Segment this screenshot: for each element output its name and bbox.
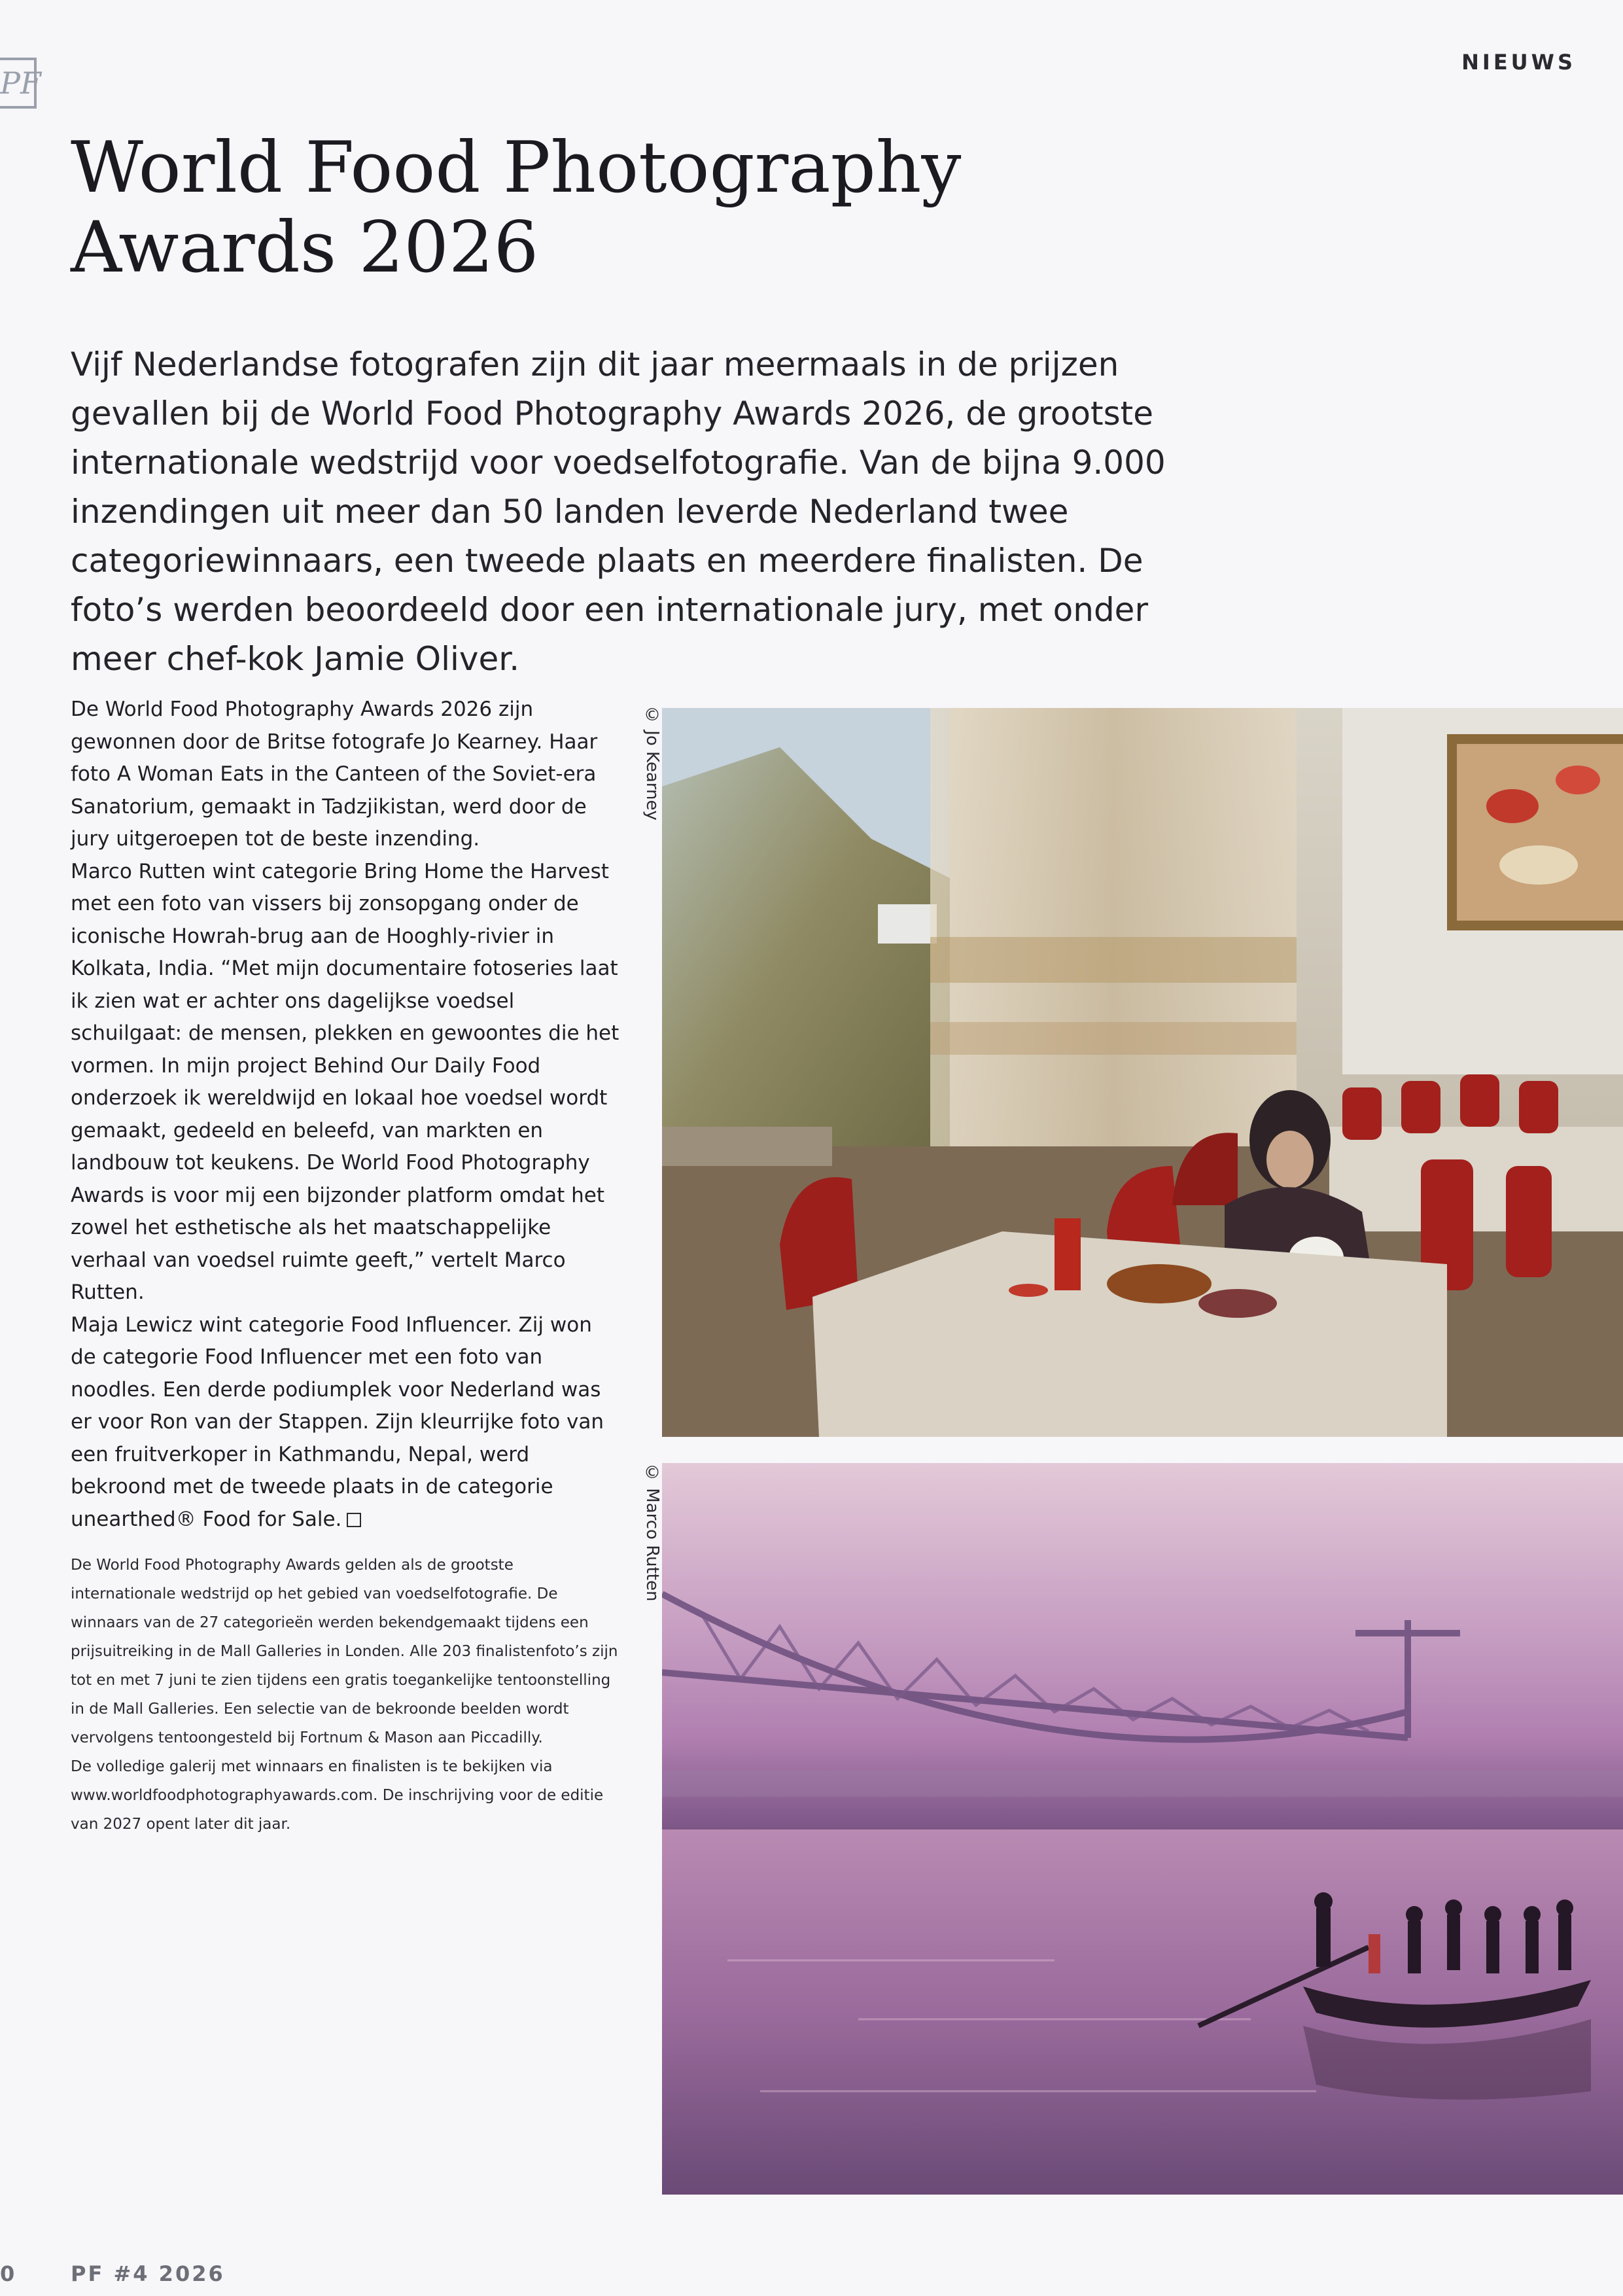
body-paragraph: [71, 1309, 621, 1536]
canteen-illustration: [662, 708, 1623, 1437]
body-paragraph: Marco Rutten wint categorie Bring Home the Harvest met een foto van vissers bij zonsopgang onder de iconische Howrah-brug aan de Hooghly-rivier in Kolkata, India. “Met mijn documentaire fotoseries laat ik zien wat er achter ons dagelijkse voedsel schuilgaat: de mensen, plekken en gewoontes die het vormen. In mijn project Behind Our Daily Food onderzoek ik wereldwijd en lokaal hoe voedsel wordt gemaakt, gedeeld en beleefd, van markten en landbouw tot keukens. De World Food Photography Awards is voor mij een bijzonder platform omdat het zowel het esthetische als het maatschappelijke verhaal van voedsel ruimte geeft,” vertelt Marco Rutten.: [71, 859, 620, 1304]
article-title: [71, 128, 1117, 288]
body-paragraph-text: Maja Lewicz wint categorie Food Influencer. Zij won de categorie Food Influencer met een foto van noodles. Een derde podiumplek voor Nederland was er voor Ron van der Stappen. Zijn kleurrijke foto van een fruitverkoper in Kathmandu, Nepal, werd bekroond met de tweede plaats in de categorie unearthed® Food for Sale.: [71, 1313, 604, 1531]
magazine-logo: PF: [0, 58, 37, 109]
article-intro: Vijf Nederlandse fotografen zijn dit jaar meermaals in de prijzen gevallen bij de World Food Photography Awards 2026, de grootste internationale wedstrijd voor voedselfotografie. Van de bijna 9.000 inzendingen uit meer dan 50 landen leverde Nederland twee categoriewinnaars, een tweede plaats en meerdere finalisten. De foto’s werden beoordeeld door een internationale jury, met onder meer chef-kok Jamie Oliver.: [71, 345, 1166, 678]
photo-howrah-bridge: [662, 1463, 1623, 2195]
photo-credit-rutten: © Marco Rutten: [642, 1463, 662, 1602]
article-footnote: [71, 1551, 621, 1839]
bridge-illustration: [662, 1463, 1623, 2195]
title-line-1: World Food Photography: [71, 127, 962, 209]
photo-canteen: [662, 708, 1623, 1437]
footnote-paragraph: De volledige galerij met winnaars en finalisten is te bekijken via www.worldfoodphotographyawards.com. De inschrijving voor de editie van 2027 opent later dit jaar.: [71, 1758, 604, 1833]
issue-folio: PF #4 2026: [71, 2261, 225, 2286]
photo-credit-kearney: © Jo Kearney: [642, 705, 662, 821]
article-body: [71, 694, 621, 1536]
body-paragraph: De World Food Photography Awards 2026 zijn gewonnen door de Britse fotografe Jo Kearney. Haar foto A Woman Eats in the Canteen of the Soviet-era Sanatorium, gemaakt in Tadzjikistan, werd door de jury uitgeroepen tot de beste inzending.: [71, 698, 598, 851]
title-line-2: Awards 2026: [71, 207, 539, 289]
page-number: 0: [0, 2261, 15, 2286]
end-of-article-mark: [347, 1513, 361, 1527]
footnote-paragraph: De World Food Photography Awards gelden als de grootste internationale wedstrijd op het gebied van voedselfotografie. De winnaars van de 27 categorieën werden bekendgemaakt tijdens een prijsuitreiking in de Mall Galleries in Londen. Alle 203 finalistenfoto’s zijn tot en met 7 juni te zien tijdens een gratis toegankelijke tentoonstelling in de Mall Galleries. Een selectie van de bekroonde beelden wordt vervolgens tentoongesteld bij Fortnum & Mason aan Piccadilly.: [71, 1557, 618, 1746]
section-label: NIEUWS: [1461, 50, 1576, 75]
